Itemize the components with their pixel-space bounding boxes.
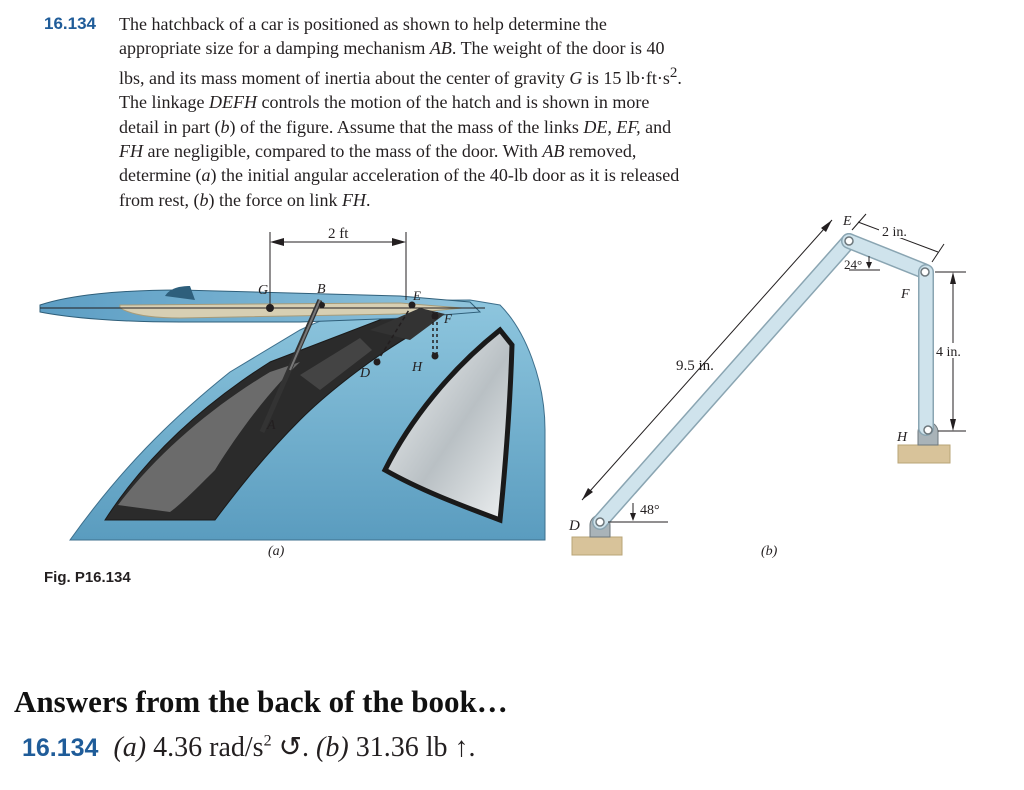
label-a-h: H: [412, 360, 423, 375]
label-a-b: B: [317, 282, 326, 297]
answer-line: [22, 730, 475, 764]
ground-d: [572, 537, 622, 555]
dim-fh-arrow-bottom: [950, 419, 956, 431]
dim-fh-arrow-top: [950, 272, 956, 284]
answer-b-label: (b): [316, 732, 349, 763]
angle-e-label: 24°: [844, 257, 863, 272]
link-b-de-fill: [600, 241, 849, 522]
pin-d: [596, 518, 604, 526]
label-b-e: E: [843, 214, 852, 229]
dim-2ft-arrow-right: [392, 238, 406, 246]
pin-f: [921, 268, 929, 276]
problem-text: The hatchback of a car is positioned as shown to help determine the appropriate size for a damping mechanism AB. The weight of the door is 40 lbs, and its mass moment of inertia about the center of gravity G is 15 $lb\cdot ft\cdot s^2$. The linkage DEFH controls the motion of the hatch and is shown in more detail in part (b) of the figure. Assume that the mass of the links DE, EF, and FH are negligible, compared to the mass of the door. With AB removed, determine (a) the initial angular acceleration of the 40-lb door as it is released from rest, (b) the force on link FH.: [119, 14, 682, 210]
dim-ef-label: 2 in.: [882, 225, 907, 240]
answers-title: Answers from the back of the book…: [14, 684, 508, 719]
label-a-a: A: [267, 418, 276, 433]
linkage-diagram: [568, 214, 969, 559]
ground-h: [898, 445, 950, 463]
car-illustration: [40, 226, 545, 559]
pin-e: [845, 237, 853, 245]
answer-b-value: 31.36 lb ↑.: [355, 732, 476, 763]
label-a-f: F: [444, 311, 452, 326]
point-f: [432, 313, 439, 320]
point-h: [432, 353, 439, 360]
dim-2ft-arrow-left: [270, 238, 284, 246]
problem-number: 16.134: [44, 14, 96, 33]
dim-fh-label: 4 in.: [936, 345, 961, 360]
caption-a: (a): [268, 544, 285, 559]
angle-d-arrow: [630, 513, 636, 521]
label-b-h: H: [897, 430, 908, 445]
label-b-f: F: [901, 287, 910, 302]
dim-2ft-label: 2 ft: [328, 226, 349, 242]
answer-number: 16.134: [22, 734, 99, 762]
figure-label: Fig. P16.134: [44, 569, 131, 586]
label-b-d: D: [569, 518, 580, 534]
answer-a-value: 4.36 rad/s: [153, 732, 264, 763]
label-a-d: D: [360, 366, 371, 381]
angle-e-arrow: [866, 262, 872, 269]
label-a-e: E: [413, 288, 421, 303]
dim-ef-tick-e: [852, 214, 866, 230]
answer-a-sup: 2: [263, 732, 272, 750]
pin-h: [924, 426, 932, 434]
answer-a-direction: ↺.: [278, 732, 310, 763]
point-g: [266, 304, 274, 312]
label-a-g: G: [258, 283, 269, 298]
caption-b: (b): [761, 544, 778, 559]
dim-ef-tick-f: [932, 244, 944, 262]
dim-de-label: 9.5 in.: [676, 358, 714, 374]
point-d: [374, 359, 381, 366]
answer-a-label: (a): [113, 732, 147, 763]
point-b: [319, 302, 325, 308]
angle-d-label: 48°: [640, 503, 660, 518]
